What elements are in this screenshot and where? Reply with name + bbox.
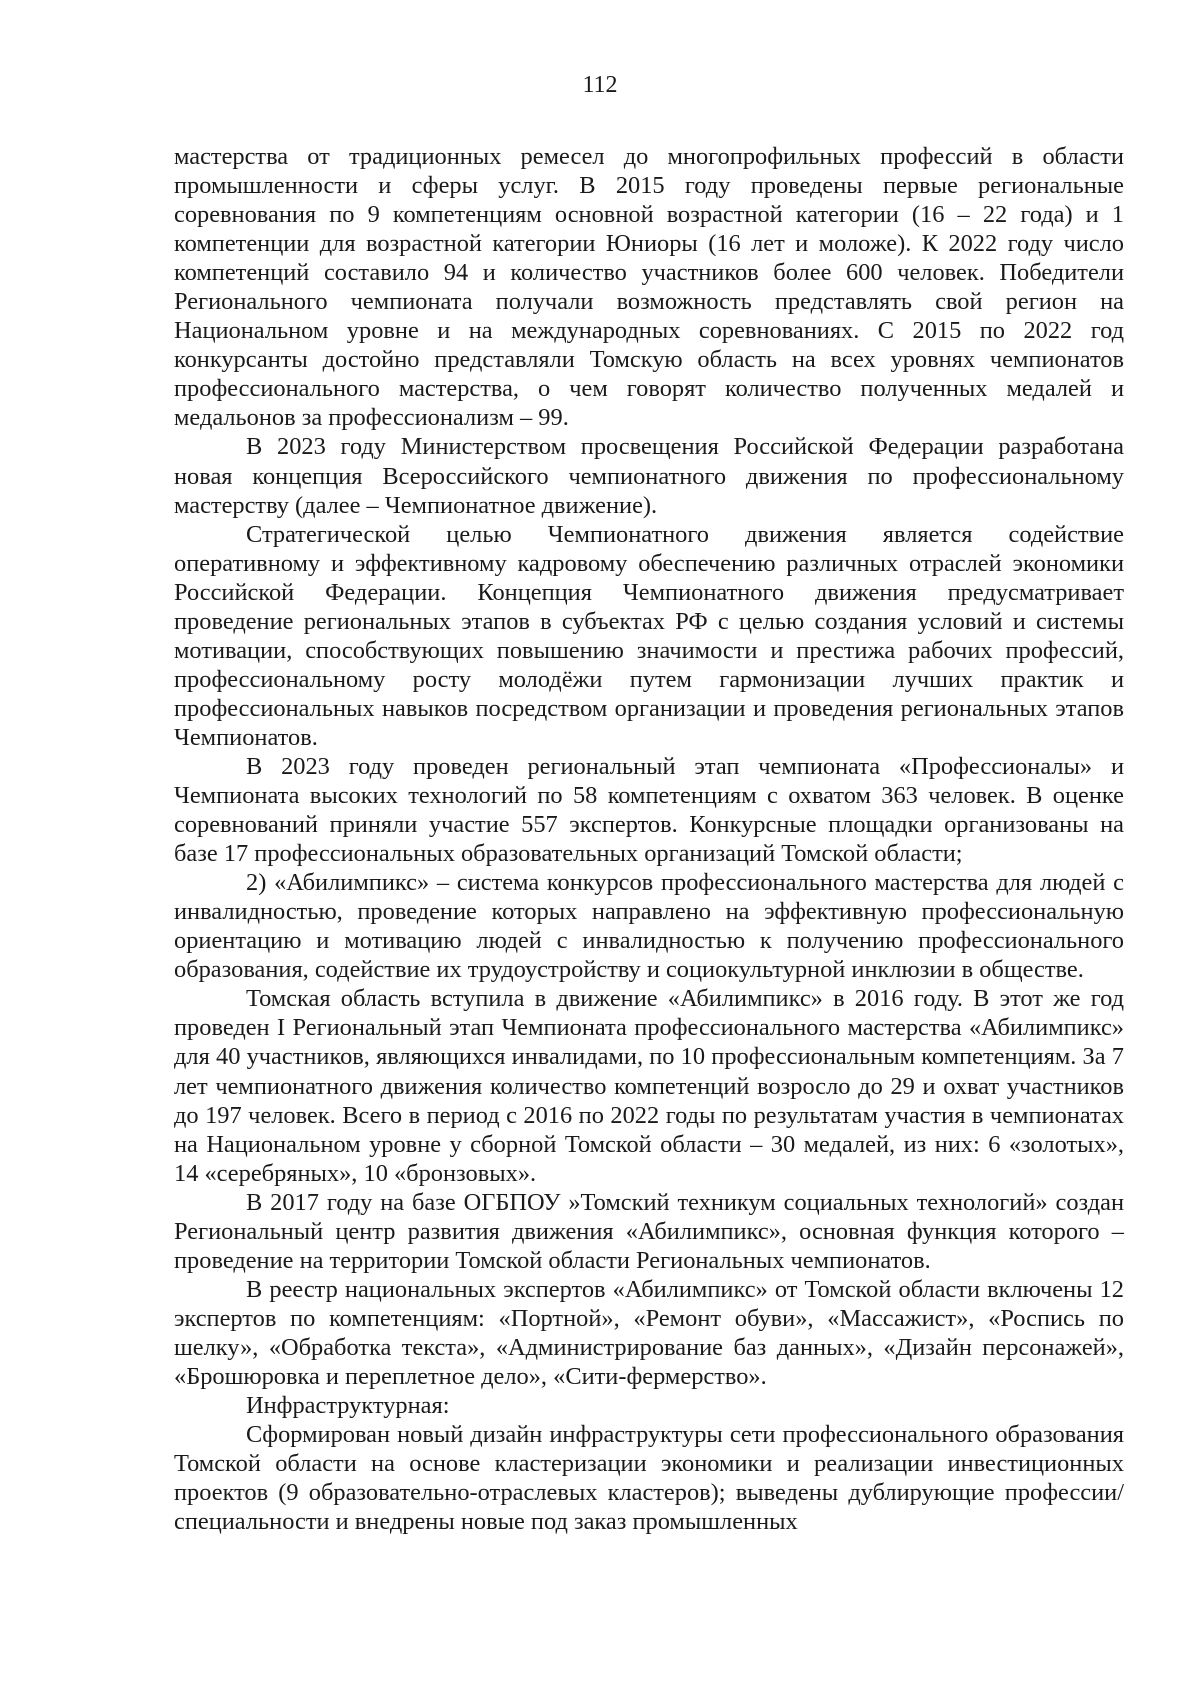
paragraph-1: мастерства от традиционных ремесел до многопрофильных профессий в области промышленности и сферы услуг. В 2015 году проведены первые региональные соревнования по 9 компетенциям основной возрастной категории (16 – 22 года) и 1 компетенции для возрастной категории Юниоры (16 лет и моложе). К 2022 году число компетенций составило 94 и количество участников более 600 человек. Победители Регионального чемпионата получали возможность представлять свой регион на Национальном уровне и на международных соревнованиях. С 2015 по 2022 год конкурсанты достойно представляли Томскую область на всех уровнях чемпионатов профессионального мастерства, о чем говорят количество полученных медалей и медальонов за профессионализм – 99.	[174, 143, 1124, 432]
section-heading-infrastructure: Инфраструктурная:	[246, 1392, 450, 1420]
paragraph-4: В 2023 году проведен региональный этап чемпионата «Профессионалы» и Чемпионата высоких технологий по 58 компетенциям с охватом 363 человек. В оценке соревнований приняли участие 557 экспертов. Конкурсные площадки организованы на базе 17 профессиональных образовательных организаций Томской области;	[174, 752, 1124, 868]
document-body	[174, 142, 1124, 1536]
paragraph-8: В реестр национальных экспертов «Абилимпикс» от Томской области включены 12 экспертов по компетенциям: «Портной», «Ремонт обуви», «Массажист», «Роспись по шелку», «Обработка текста», «Администрирование баз данных», «Дизайн персонажей», «Брошюровка и переплетное дело», «Сити-фермерство».	[174, 1275, 1124, 1390]
paragraph-3: Стратегической целью Чемпионатного движения является содействие оперативному и эффективному кадровому обеспечению различных отраслей экономики Российской Федерации. Концепция Чемпионатного движения предусматривает проведение региональных этапов в субъектах РФ с целью создания условий и системы мотивации, способствующих повышению значимости и престижа рабочих профессий, профессиональному росту молодёжи путем гармонизации лучших практик и профессиональных навыков посредством организации и проведения региональных этапов Чемпионатов.	[174, 520, 1124, 751]
paragraph-5: 2) «Абилимпикс» – система конкурсов профессионального мастерства для людей с инвалидностью, проведение которых направлено на эффективную профессиональную ориентацию и мотивацию людей с инвалидностью к получению профессионального образования, содействие их трудоустройству и социокультурной инклюзии в обществе.	[174, 869, 1124, 984]
paragraph-6: Томская область вступила в движение «Абилимпикс» в 2016 году. В этот же год проведен I Региональный этап Чемпионата профессионального мастерства «Абилимпикс» для 40 участников, являющихся инвалидами, по 10 профессиональным компетенциям. За 7 лет чемпионатного движения количество компетенций возросло до 29 и охват участников до 197 человек. Всего в период с 2016 по 2022 годы по результатам участия в чемпионатах на Национальном уровне у сборной Томской области – 30 медалей, из них: 6 «золотых», 14 «серебряных», 10 «бронзовых».	[174, 985, 1124, 1187]
paragraph-10: Сформирован новый дизайн инфраструктуры сети профессионального образования Томской области на основе кластеризации экономики и реализации инвестиционных проектов (9 образовательно-отраслевых кластеров); выведены дублирующие профессии/специальности и внедрены новые под заказ промышленных	[174, 1421, 1124, 1536]
paragraph-2: В 2023 году Министерством просвещения Российской Федерации разработана новая концепция Всероссийского чемпионатного движения по профессиональному мастерству (далее – Чемпионатное движение).	[174, 433, 1124, 519]
page-number: 112	[582, 72, 618, 98]
paragraph-7: В 2017 году на базе ОГБПОУ »Томский техникум социальных технологий» создан Региональный центр развития движения «Абилимпикс», основная функция которого – проведение на территории Томской области Региональных чемпионатов.	[174, 1188, 1124, 1274]
